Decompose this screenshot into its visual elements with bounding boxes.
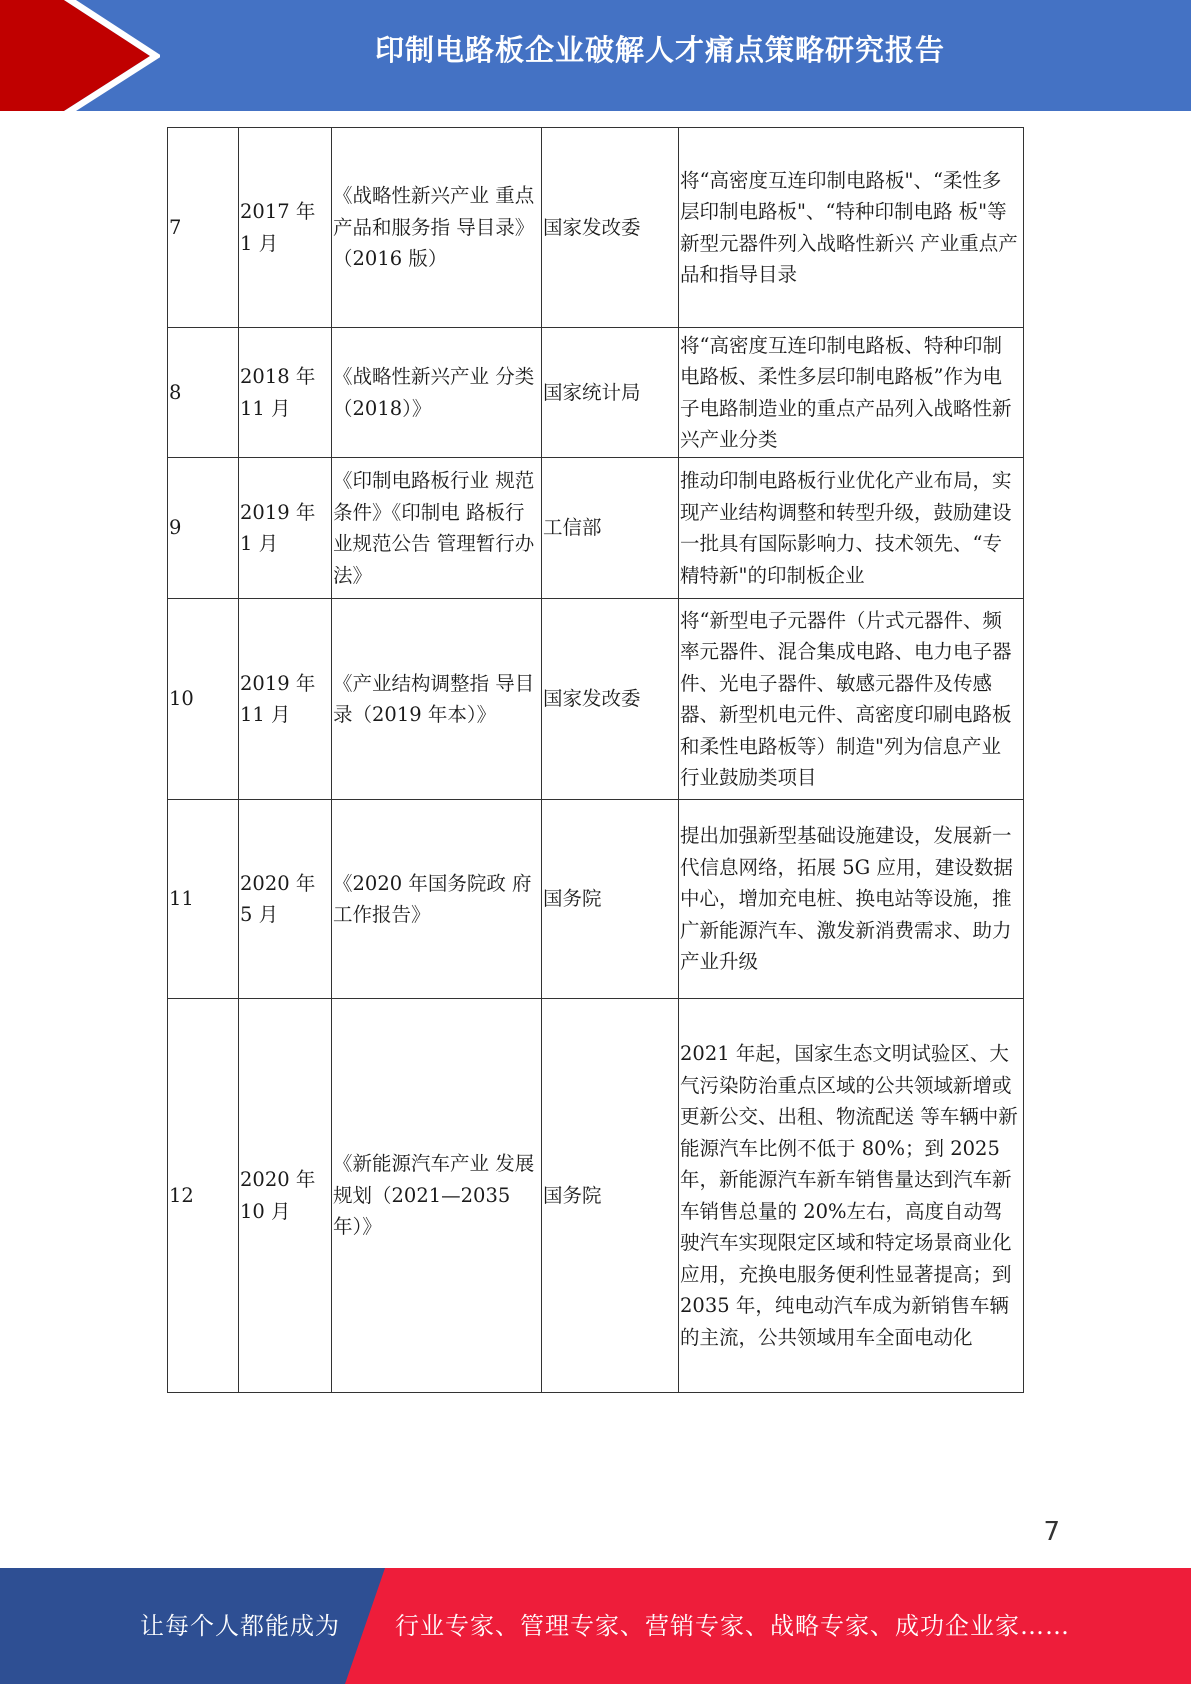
- row-document: 《印制电路板行业 规范条件》《印制电 路板行业规范公告 管理暂行办法》: [332, 458, 542, 599]
- policy-table: [167, 127, 1024, 1393]
- row-content: 将“新型电子元器件（片式元器件、频率元器件、混合集成电路、电力电子器件、光电子器件、敏感元器件及传感器、新型机电元件、高密度印刷电路板和柔性电路板等）制造"列为信息产业行业鼓励类项目: [679, 599, 1024, 800]
- row-document: 《新能源汽车产业 发展规划（2021—2035 年）》: [332, 999, 542, 1393]
- footer-slogan-right: 行业专家、管理专家、营销专家、战略专家、成功企业家……: [395, 1612, 1070, 1640]
- row-number: 11: [168, 800, 239, 999]
- row-number: 8: [168, 328, 239, 458]
- row-agency: 国家统计局: [542, 328, 679, 458]
- row-date: 2020 年 10 月: [239, 999, 332, 1393]
- row-agency: 工信部: [542, 458, 679, 599]
- row-document: 《战略性新兴产业 重点产品和服务指 导目录》（2016 版）: [332, 128, 542, 328]
- row-document: 《产业结构调整指 导目录（2019 年本）》: [332, 599, 542, 800]
- row-agency: 国家发改委: [542, 599, 679, 800]
- header-chevron-icon: [0, 0, 160, 111]
- row-date: 2018 年 11 月: [239, 328, 332, 458]
- table-row: [168, 328, 1024, 458]
- row-document: 《战略性新兴产业 分类（2018）》: [332, 328, 542, 458]
- row-content: 2021 年起，国家生态文明试验区、大气污染防治重点区域的公共领域新增或更新公交、出租、物流配送 等车辆中新能源汽车比例不低于 80%；到 2025 年，新能源汽车新车销售量达到汽车新车销售总量的 20%左右，高度自动驾驶汽车实现限定区域和特定场景商业化应用，充换电服务便利性显著提高；到 2035 年，纯电动汽车成为新销售车辆的主流，公共领域用车全面电动化: [679, 999, 1024, 1393]
- row-agency: 国务院: [542, 999, 679, 1393]
- row-content: 推动印制电路板行业优化产业布局，实现产业结构调整和转型升级，鼓励建设一批具有国际影响力、技术领先、“专精特新"的印制板企业: [679, 458, 1024, 599]
- row-date: 2019 年 11 月: [239, 599, 332, 800]
- row-date: 2019 年 1 月: [239, 458, 332, 599]
- row-number: 7: [168, 128, 239, 328]
- table-row: [168, 599, 1024, 800]
- header-band: [0, 0, 1191, 111]
- footer-slogan-left: 让每个人都能成为: [140, 1612, 340, 1640]
- row-document: 《2020 年国务院政 府工作报告》: [332, 800, 542, 999]
- row-date: 2020 年 5 月: [239, 800, 332, 999]
- table-row: [168, 458, 1024, 599]
- row-agency: 国家发改委: [542, 128, 679, 328]
- table-row: [168, 999, 1024, 1393]
- table-row: [168, 128, 1024, 328]
- row-number: 12: [168, 999, 239, 1393]
- row-number: 9: [168, 458, 239, 599]
- row-date: 2017 年 1 月: [239, 128, 332, 328]
- table-row: [168, 800, 1024, 999]
- row-content: 将“高密度互连印制电路板"、“柔性多层印制电路板"、“特种印制电路 板"等新型元器件列入战略性新兴 产业重点产品和指导目录: [679, 128, 1024, 328]
- row-number: 10: [168, 599, 239, 800]
- row-content: 将“高密度互连印制电路板、特种印制电路板、柔性多层印制电路板”作为电子电路制造业的重点产品列入战略性新兴产业分类: [679, 328, 1024, 458]
- report-title: 印制电路板企业破解人才痛点策略研究报告: [374, 33, 945, 67]
- page-number: 7: [1043, 1517, 1060, 1547]
- footer-band: [0, 1568, 1191, 1684]
- row-content: 提出加强新型基础设施建设，发展新一代信息网络，拓展 5G 应用，建设数据中心，增加充电桩、换电站等设施，推广新能源汽车、激发新消费需求、助力产业升级: [679, 800, 1024, 999]
- row-agency: 国务院: [542, 800, 679, 999]
